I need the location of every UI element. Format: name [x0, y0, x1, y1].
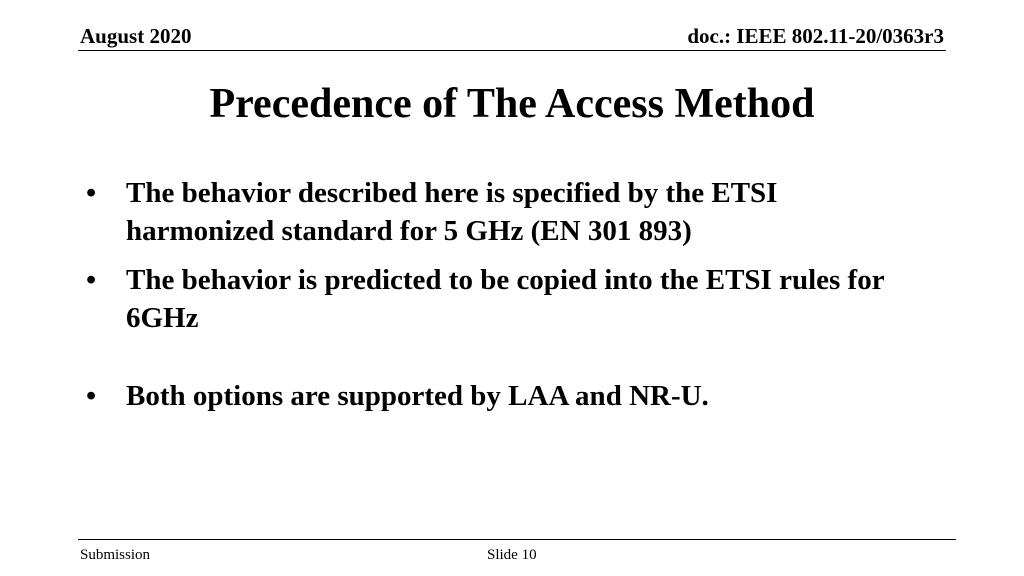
footer-divider: [78, 539, 956, 540]
footer-submission: Submission: [80, 547, 151, 563]
bullet-text: Both options are supported by LAA and NR-U.: [126, 380, 709, 412]
bullet-item: [82, 174, 912, 250]
header-divider: [78, 50, 946, 51]
slide-number: Slide 10: [487, 547, 537, 563]
bullet-list: [82, 174, 912, 426]
bullet-item: [82, 261, 912, 337]
bullet-icon: •: [86, 177, 97, 209]
bullet-item: [82, 377, 912, 415]
bullet-icon: •: [86, 264, 97, 296]
bullet-text: The behavior described here is specified by the ETSI harmonized standard for 5 GHz (EN 301 893): [126, 177, 778, 247]
header-date: August 2020: [80, 24, 192, 48]
header-doc-id: doc.: IEEE 802.11-20/0363r3: [687, 24, 944, 48]
bullet-text: The behavior is predicted to be copied into the ETSI rules for 6GHz: [126, 264, 885, 334]
slide-title: Precedence of The Access Method: [209, 81, 815, 127]
bullet-icon: •: [86, 380, 97, 412]
